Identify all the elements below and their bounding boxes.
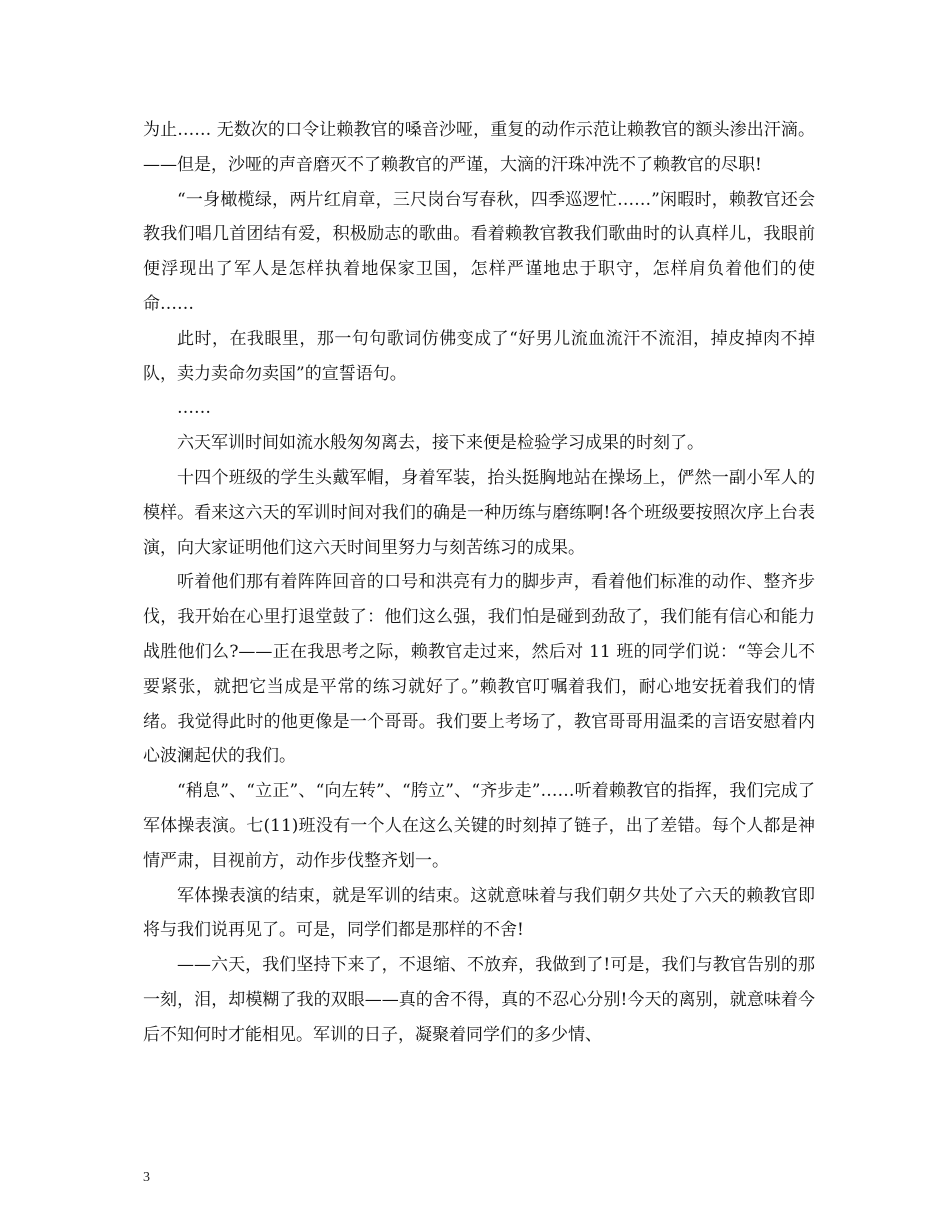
paragraph-2: “一身橄榄绿，两片红肩章，三尺岗台写春秋，四季巡逻忙……”闲暇时，赖教官还会教我们唱几首团结有爱，积极励志的歌曲。看着赖教官教我们歌曲时的认真样儿，我眼前便浮现出了军人是怎样执着地保家卫国，怎样严谨地忠于职守，怎样肩负着他们的使命…… (143, 189, 815, 314)
paragraph-6: 十四个班级的学生头戴军帽，身着军装，抬头挺胸地站在操场上，俨然一副小军人的模样。看来这六天的军训时间对我们的确是一种历练与磨练啊!各个班级要按照次序上台表演，向大家证明他们这六天时间里努力与刻苦练习的成果。 (143, 467, 815, 558)
paragraph-10: ——六天，我们坚持下来了，不退缩、不放弃，我做到了!可是，我们与教官告别的那一刻，泪，却模糊了我的双眼——真的舍不得，真的不忍心分别!今天的离别，就意味着今后不知何时才能相见。军训的日子，凝聚着同学们的多少情、 (143, 955, 815, 1045)
page-number: 3 (143, 1170, 150, 1185)
paragraph-1: 为止…… 无数次的口令让赖教官的嗓音沙哑，重复的动作示范让赖教官的额头渗出汗滴。——但是，沙哑的声音磨灭不了赖教官的严谨，大滴的汗珠冲洗不了赖教官的尽职! (143, 120, 815, 175)
paragraph-9: 军体操表演的结束，就是军训的结束。这就意味着与我们朝夕共处了六天的赖教官即将与我们说再见了。可是，同学们都是那样的不舍! (143, 885, 815, 941)
paragraph-5: 六天军训时间如流水般匆匆离去，接下来便是检验学习成果的时刻了。 (177, 433, 704, 454)
paragraph-7: 听着他们那有着阵阵回音的口号和洪亮有力的脚步声，看着他们标准的动作、整齐步伐，我开始在心里打退堂鼓了：他们这么强，我们怕是碰到劲敌了，我们能有信心和能力战胜他们么?——正在我思考之际，赖教官走过来，然后对 11 班的同学们说：“等会儿不要紧张，就把它当成是平常的练习就好了。”赖教官叮嘱着我们，耐心地安抚着我们的情绪。我觉得此时的他更像是一个哥哥。我们要上考场了，教官哥哥用温柔的言语安慰着内心波澜起伏的我们。 (143, 572, 815, 767)
paragraph-4-ellipsis: …… (177, 398, 211, 419)
document-body (143, 113, 815, 1053)
paragraph-3: 此时，在我眼里，那一句句歌词仿佛变成了“好男儿流血流汗不流泪，掉皮掉肉不掉队，卖力卖命勿卖国”的宣誓语句。 (143, 328, 815, 384)
paragraph-8: “稍息”、“立正”、“向左转”、“胯立”、“齐步走”……听着赖教官的指挥，我们完成了军体操表演。七(11)班没有一个人在这么关键的时刻掉了链子，出了差错。每个人都是神情严肃，目视前方，动作步伐整齐划一。 (143, 781, 815, 871)
